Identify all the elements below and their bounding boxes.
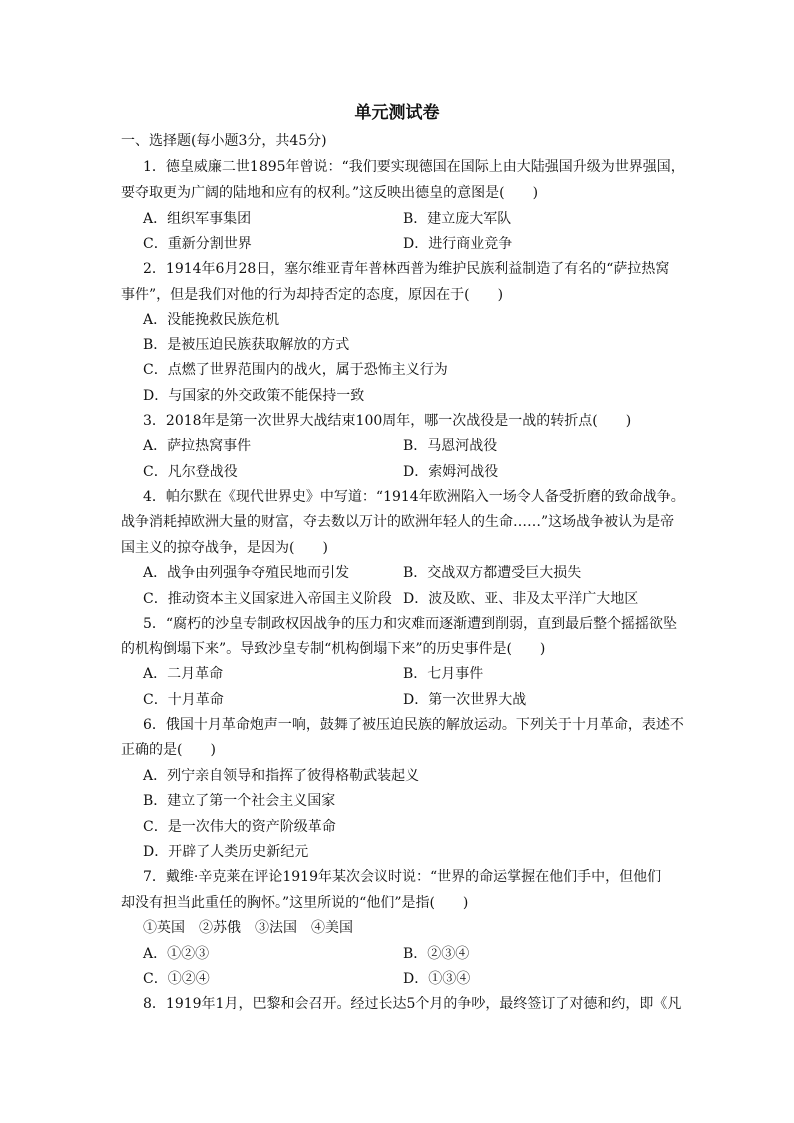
text-line: 7．戴维·辛克莱在评论1919年某次会议时说：“世界的命运掌握在他们手中，但他们 — [143, 869, 662, 885]
text-line: 3．2018年是第一次世界大战结束100周年，哪一次战役是一战的转折点( ) — [143, 413, 632, 429]
text-line: 5．“腐朽的沙皇专制政权因战争的压力和灾难而逐渐遭到削弱，直到最后整个摇摇欲坠 — [143, 616, 678, 632]
text-line: B．交战双方都遭受巨大损失 — [403, 565, 582, 581]
text-line: B．建立了第一个社会主义国家 — [143, 793, 336, 809]
text-line: 事件”，但是我们对他的行为却持否定的态度，原因在于( ) — [121, 287, 504, 303]
text-line: 国主义的掠夺战争，是因为( ) — [121, 540, 328, 556]
text-line: B．建立庞大军队 — [403, 211, 512, 227]
text-line: A．没能挽救民族危机 — [143, 312, 280, 328]
text-line: C．十月革命 — [143, 692, 224, 708]
text-line: ①英国 ②苏俄 ③法国 ④美国 — [143, 920, 353, 936]
text-line: 4．帕尔默在《现代世界史》中写道：“1914年欧洲陷入一场令人备受折磨的致命战争。 — [143, 489, 685, 505]
text-line: C．重新分割世界 — [143, 236, 252, 252]
text-line: C．点燃了世界范围内的战火，属于恐怖主义行为 — [143, 362, 448, 378]
text-line: B．七月事件 — [403, 666, 484, 682]
text-line: 6．俄国十月革命炮声一响，鼓舞了被压迫民族的解放运动。下列关于十月革命，表述不 — [143, 717, 684, 733]
text-line: A．组织军事集团 — [143, 211, 252, 227]
text-line: A．萨拉热窝事件 — [143, 438, 252, 454]
text-line: C．①②④ — [143, 971, 210, 987]
text-line: 正确的是( ) — [121, 742, 216, 758]
text-line: 1．德皇威廉二世1895年曾说：“我们要实现德国在国际上由大陆强国升级为世界强国， — [143, 159, 685, 175]
text-line: A．列宁亲自领导和指挥了彼得格勒武装起义 — [143, 768, 420, 784]
text-line: A．二月革命 — [143, 666, 224, 682]
text-line: D．与国家的外交政策不能保持一致 — [143, 388, 365, 404]
text-line: A．战争由列强争夺殖民地而引发 — [143, 565, 350, 581]
text-line: 8．1919年1月，巴黎和会召开。经过长达5个月的争吵，最终签订了对德和约，即《凡 — [143, 996, 682, 1012]
text-line: D．波及欧、亚、非及太平洋广大地区 — [403, 591, 639, 607]
text-line: C．推动资本主义国家进入帝国主义阶段 — [143, 591, 392, 607]
text-line: D．开辟了人类历史新纪元 — [143, 844, 309, 860]
text-line: 要夺取更为广阔的陆地和应有的权利。”这反映出德皇的意图是( ) — [121, 185, 539, 201]
text-line: D．第一次世界大战 — [403, 692, 527, 708]
text-line: D．索姆河战役 — [403, 464, 499, 480]
text-line: 战争消耗掉欧洲大量的财富，夺去数以万计的欧洲年轻人的生命……”这场战争被认为是帝 — [121, 514, 675, 530]
text-line: D．①③④ — [403, 971, 471, 987]
text-line: 却没有担当此重任的胸怀。”这里所说的“他们”是指( ) — [121, 895, 469, 911]
text-line: B．马恩河战役 — [403, 438, 498, 454]
page-title: 单元测试卷 — [354, 103, 440, 123]
text-line: 2．1914年6月28日，塞尔维亚青年普林西普为维护民族利益制造了有名的“萨拉热窝 — [143, 261, 670, 277]
text-line: 的机构倒塌下来”。导致沙皇专制“机构倒塌下来”的历史事件是( ) — [121, 641, 546, 657]
text-line: C．凡尔登战役 — [143, 464, 238, 480]
text-line: D．进行商业竞争 — [403, 236, 513, 252]
text-line: B．是被压迫民族获取解放的方式 — [143, 337, 350, 353]
text-line: C．是一次伟大的资产阶级革命 — [143, 819, 336, 835]
section-heading: 一、选择题(每小题3分，共45分) — [121, 133, 327, 149]
text-line: B．②③④ — [403, 946, 470, 962]
text-line: A．①②③ — [143, 946, 210, 962]
